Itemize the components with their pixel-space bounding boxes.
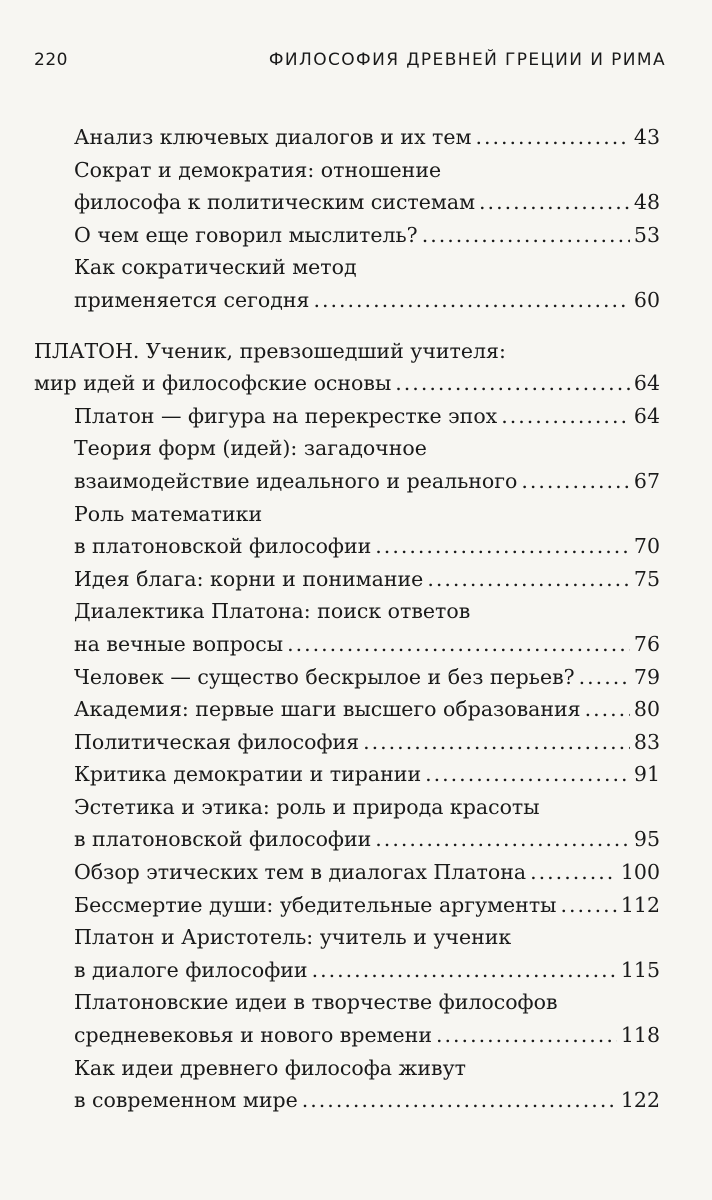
toc-line <box>0 367 712 400</box>
toc-entry-title: Политическая философия <box>74 729 360 754</box>
toc-entry-title: Диалектика Платона: поиск ответов <box>74 599 471 624</box>
toc-line <box>0 693 712 726</box>
toc-entry-title: Анализ ключевых диалогов и их тем <box>74 125 472 149</box>
toc-page-number: 100 <box>620 860 660 885</box>
toc-line <box>0 498 712 531</box>
toc-entry-title: Роль математики <box>74 501 263 526</box>
toc-page-number: 70 <box>633 534 660 559</box>
toc-page-number: 112 <box>620 892 660 917</box>
dot-leader <box>313 284 629 317</box>
toc-entry-title: Сократ и демократия: отношение <box>74 157 442 182</box>
toc-line <box>0 121 712 154</box>
toc-entry-title: Платон и Аристотель: учитель и ученик <box>74 925 512 950</box>
toc-line <box>0 563 712 596</box>
toc-page-number: 48 <box>633 190 660 215</box>
dot-leader <box>312 954 617 987</box>
toc-line <box>0 335 712 368</box>
toc-entry-title: Эстетика и этика: роль и природа красоты <box>74 794 540 819</box>
dot-leader <box>561 889 617 922</box>
toc-entry-title: Критика демократии и тирании <box>74 762 422 787</box>
toc-entry-title: Как идеи древнего философа живут <box>74 1055 466 1080</box>
dot-leader <box>530 856 617 889</box>
toc-line <box>0 465 712 498</box>
toc-page-number: 76 <box>633 631 660 656</box>
toc-line <box>0 432 712 465</box>
toc-line <box>0 1052 712 1085</box>
section-gap <box>0 317 712 335</box>
toc-line <box>0 400 712 433</box>
dot-leader <box>479 186 630 219</box>
toc-line <box>0 284 712 317</box>
toc-line <box>0 921 712 954</box>
dot-leader <box>363 726 630 759</box>
toc-line <box>0 595 712 628</box>
toc-line <box>0 856 712 889</box>
toc-line <box>0 1084 712 1117</box>
dot-leader <box>427 563 630 596</box>
toc-entry-title: в диалоге философии <box>74 957 308 982</box>
toc-page-number: 79 <box>633 664 660 689</box>
toc-entry-title: Как сократический метод <box>74 255 357 280</box>
dot-leader <box>375 823 630 856</box>
toc-page-number: 64 <box>633 403 660 428</box>
toc-entry-title: Человек — существо бескрылое и без перьев? <box>74 664 575 689</box>
toc-page-number: 91 <box>633 762 660 787</box>
toc-entry-title: философа к политическим системам <box>74 190 476 215</box>
toc-page-number: 80 <box>633 697 660 722</box>
toc-page-number: 83 <box>633 729 660 754</box>
toc-page-number: 67 <box>633 468 660 493</box>
toc-page-number: 60 <box>633 287 660 312</box>
toc-entry-title: Платоновские идеи в творчестве философов <box>74 990 558 1015</box>
toc-entry-title: ПЛАТОН. Ученик, превзошедший учителя: <box>34 338 506 363</box>
toc-entry-title: применяется сегодня <box>74 287 310 312</box>
running-title: ФИЛОСОФИЯ ДРЕВНЕЙ ГРЕЦИИ И РИМА <box>268 50 666 70</box>
toc-entry-title: Академия: первые шаги высшего образования <box>74 697 581 722</box>
toc-line <box>0 186 712 219</box>
toc-page-number: 122 <box>620 1088 660 1113</box>
dot-leader <box>585 693 630 726</box>
dot-leader <box>436 1019 617 1052</box>
dot-leader <box>501 400 630 433</box>
toc-line <box>0 954 712 987</box>
toc-line <box>0 791 712 824</box>
dot-leader <box>521 465 630 498</box>
dot-leader <box>425 758 630 791</box>
toc-entry-title: средневековья и нового времени <box>74 1023 432 1048</box>
toc-line <box>0 628 712 661</box>
table-of-contents <box>0 121 712 1117</box>
toc-entry-title: на вечные вопросы <box>74 631 284 656</box>
toc-line <box>0 219 712 252</box>
dot-leader <box>302 1084 617 1117</box>
toc-entry-title: О чем еще говорил мыслитель? <box>74 222 418 247</box>
toc-line <box>0 1019 712 1052</box>
toc-entry-title: Теория форм (идей): загадочное <box>74 436 427 461</box>
dot-leader <box>422 219 630 252</box>
toc-page-number: 53 <box>633 222 660 247</box>
toc-page-number: 95 <box>633 827 660 852</box>
toc-page-number: 118 <box>620 1023 660 1048</box>
toc-page-number: 43 <box>633 125 660 149</box>
toc-line <box>0 251 712 284</box>
toc-entry-title: в платоновской философии <box>74 827 372 852</box>
toc-entry-title: в платоновской философии <box>74 534 372 559</box>
dot-leader <box>375 530 630 563</box>
toc-line <box>0 726 712 759</box>
dot-leader <box>287 628 630 661</box>
toc-line <box>0 530 712 563</box>
dot-leader <box>579 661 630 694</box>
toc-page-number: 115 <box>620 957 660 982</box>
page-number: 220 <box>34 50 68 70</box>
dot-leader <box>395 367 630 400</box>
toc-line <box>0 154 712 187</box>
toc-entry-title: взаимодействие идеального и реального <box>74 468 518 493</box>
toc-page-number: 64 <box>633 371 660 396</box>
toc-page-number: 75 <box>633 566 660 591</box>
toc-entry-title: в современном мире <box>74 1088 298 1113</box>
dot-leader <box>475 121 629 154</box>
toc-entry-title: Платон — фигура на перекрестке эпох <box>74 403 498 428</box>
toc-line <box>0 986 712 1019</box>
toc-entry-title: Идея блага: корни и понимание <box>74 566 424 591</box>
toc-entry-title: Бессмертие души: убедительные аргументы <box>74 892 557 917</box>
toc-line <box>0 889 712 922</box>
toc-line <box>0 661 712 694</box>
toc-line <box>0 823 712 856</box>
toc-entry-title: мир идей и философские основы <box>34 371 392 396</box>
page-header <box>34 50 666 70</box>
toc-line <box>0 758 712 791</box>
toc-entry-title: Обзор этических тем в диалогах Платона <box>74 860 527 885</box>
